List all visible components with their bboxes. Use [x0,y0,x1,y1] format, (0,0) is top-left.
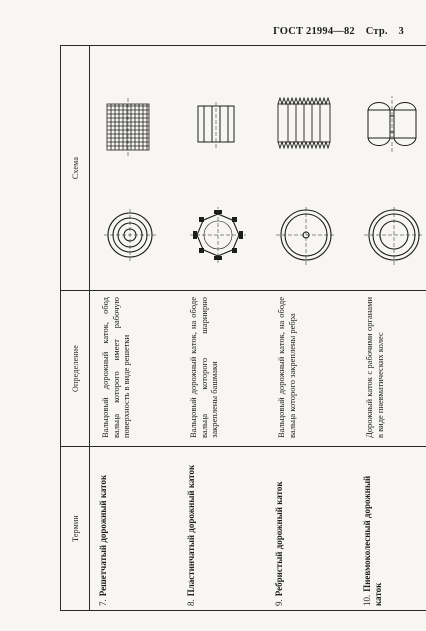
term-number: 9. [274,599,284,606]
ribbed-roller-diagram [266,45,344,290]
term-name: Ребристый дорожный каток [274,481,284,597]
column-header-definition: Определение [61,291,90,447]
definition-cell: Дорожный каток с рабочими органами в виде пневматических колес [354,291,426,447]
pneumatic-roller-diagram [354,45,426,290]
term-number: 8. [186,599,196,606]
grid-roller-diagram [90,45,168,290]
definition-cell: Вальцовый дорожный каток, на ободе вальца которого закреплены ребра [266,291,354,447]
term-cell [266,447,354,611]
scheme-cell [354,46,426,291]
term-number: 10. [362,594,372,606]
table-row [178,46,266,611]
term-number: 7. [98,599,108,606]
scheme-cell [266,46,354,291]
column-header-scheme: Схема [61,46,90,291]
table-row [266,46,354,611]
definition-cell: Вальцовый дорожный каток, на ободе вальца которого шарнирно закреплены башмаки [178,291,266,447]
page-header [265,26,404,37]
term-cell [354,447,426,611]
terms-table [60,45,426,611]
scheme-cell [90,46,179,291]
scheme-cell [178,46,266,291]
standard-number: ГОСТ 21994—82 [273,26,355,37]
definition-cell: Вальцовый дорожный каток, обод вальца которого имеет рабочую поверхность в виде решетки [90,291,179,447]
term-name: Пластинчатый дорожный каток [186,464,196,597]
term-cell [90,447,179,611]
column-header-term: Термин [61,447,90,611]
page-label: Стр. [365,26,388,37]
table-row [354,46,426,611]
table-row [90,46,179,611]
plate-roller-diagram [178,45,256,290]
table-header-row [61,46,90,611]
page-number: 3 [398,26,404,37]
term-name: Решетчатый дорожный каток [98,474,108,597]
rotated-table-container [60,46,405,611]
term-name: Пневмоколесный дорожный каток [362,475,384,606]
term-cell [178,447,266,611]
terms-table-wrapper [60,46,405,611]
